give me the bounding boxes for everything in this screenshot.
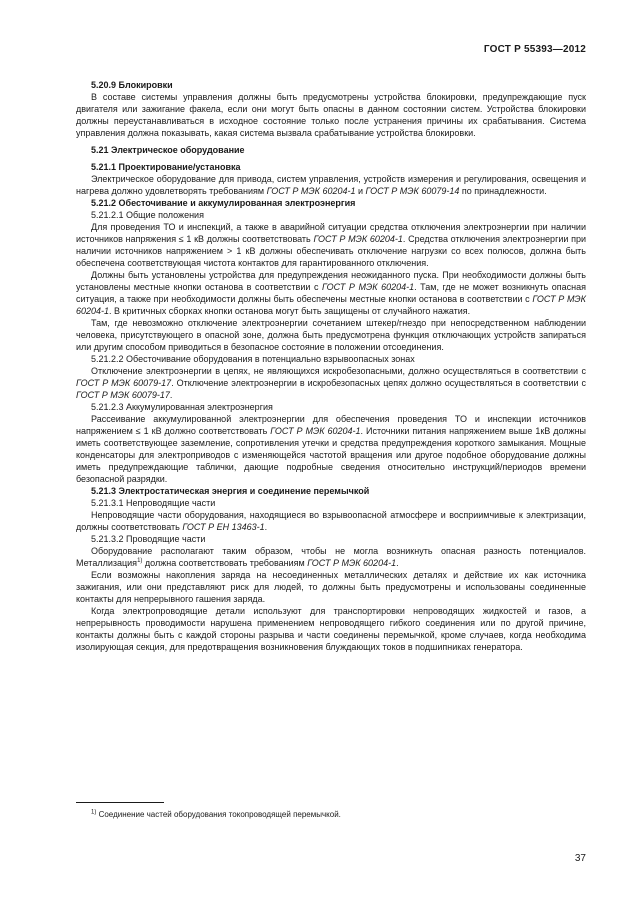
footnote-text: Соединение частей оборудования токопроводящей перемычкой.: [96, 810, 341, 819]
subheading-5-21-2-1: 5.21.2.1 Общие положения: [91, 210, 204, 220]
subheading-5-21-2-2: 5.21.2.2 Обесточивание оборудования в потенциально взрывоопасных зонах: [91, 354, 415, 364]
paragraph: Оборудование располагают таким образом, чтобы не могла возникнуть опасная разность потенциалов. Металлизация$^{1)}$ должна соответствовать требованиям ГОСТ Р МЭК 60204-1.: [76, 546, 586, 568]
standard-reference: ГОСТ Р МЭК 60204-1: [322, 282, 415, 292]
paragraph: Рассеивание аккумулированной электроэнергии для обеспечения проведения ТО и инспекции источников напряжением ≤ 1 кВ должно соответствовать ГОСТ Р МЭК 60204-1. Источники питания напряжением выше 1кВ должны иметь соответствующее заземление, сопротивления утечки и средства предупреждения короткого замыкания. Мощные конденсаторы для электроприводов с изменяющейся частотой вращения или другое подобное оборудование должны иметь предупреждающие таблички, дающие подробные сведения относительно инструкций/периодов времени безопасной разрядки.: [76, 414, 587, 484]
standard-reference: ГОСТ Р МЭК 60204-1: [76, 294, 586, 316]
paragraph: В составе системы управления должны быть предусмотрены устройства блокировки, предупреждающие пуск двигателя или зажигание факела, если они могут быть опасны в данном состоянии систем. Устройства блокировки должны переустанавливаться в исходное состояние только после устранения причины их срабатывания. Система управления должна показывать, какая система вызвала срабатывание устройства блокировки.: [76, 92, 586, 138]
paragraph: Для проведения ТО и инспекций, а также в аварийной ситуации средства отключения электроэнергии при наличии источников напряжения ≤ 1 кВ должны соответствовать ГОСТ Р МЭК 60204-1. Средства отключения электроэнергии при наличии источников напряжением > 1 кВ должны обеспечивать отключение нагрузки со всех полюсов, должна быть обеспечена соответствующая чистота контактов для гарантированного отключения.: [76, 222, 587, 268]
document-body: [76, 79, 586, 653]
paragraph: Когда электропроводящие детали используют для транспортировки непроводящих жидкостей и газов, а непрерывность проводимости нарушена применением непроводящего гибкого соединения или по другой причине, контакты должны быть с каждой стороны разрыва и части соединены перемычкой, кроме случаев, когда необходима изолирующая секция, для предотвращения возникновения блуждающих токов в подшипниках генератора.: [76, 606, 586, 652]
standard-reference: ГОСТ Р МЭК 60204-1: [266, 186, 356, 196]
heading-5-21-3: 5.21.3 Электростатическая энергия и соединение перемычкой: [91, 486, 370, 496]
heading-5-21-2: 5.21.2 Обесточивание и аккумулированная электроэнергия: [91, 198, 356, 208]
standard-reference: ГОСТ Р МЭК 60204-1: [313, 234, 403, 244]
footnote-divider: [76, 802, 164, 803]
heading-5-20-9: 5.20.9 Блокировки: [91, 80, 173, 90]
heading-5-21-1: 5.21.1 Проектирование/установка: [91, 162, 241, 172]
footnote-mark: 1): [91, 809, 97, 816]
standard-reference: ГОСТ Р МЭК 60204-1: [270, 426, 361, 436]
standard-reference: ГОСТ Р МЭК 60079-17: [76, 390, 170, 400]
paragraph: Электрическое оборудование для привода, систем управления, устройств измерения и регулирования, освещения и нагрева должно удовлетворять требованиям ГОСТ Р МЭК 60204-1 и ГОСТ Р МЭК 60079-14 по принадлежности.: [76, 174, 586, 196]
standard-reference: ГОСТ Р ЕН 13463-1: [182, 522, 265, 532]
standard-reference: ГОСТ Р МЭК 60079-14: [365, 186, 460, 196]
paragraph: Непроводящие части оборудования, находящиеся во взрывоопасной атмосфере и восприимчивые к электризации, должны соответствовать ГОСТ Р ЕН 13463-1.: [76, 510, 586, 532]
footnote-marker: 1): [137, 558, 143, 564]
paragraph: Если возможны накопления заряда на несоединенных металлических деталях и действие их как источника зажигания, или они представляют риск для людей, то должны быть предусмотрены и использованы соединенные контакты для непрерывного гашения заряда.: [76, 570, 586, 604]
subheading-5-21-3-2: 5.21.3.2 Проводящие части: [91, 534, 206, 544]
heading-5-21: 5.21 Электрическое оборудование: [91, 145, 245, 155]
paragraph: Там, где невозможно отключение электроэнергии сочетанием штекер/гнездо при непосредственном наблюдении человека, присутствующего в опасной зоне, должна быть предусмотрена функция отключающих устройств запираться или другим способом приводиться в безопасное состояние в положении отсоединения.: [76, 318, 586, 352]
footnote: [91, 810, 571, 820]
paragraph: Должны быть установлены устройства для предупреждения неожиданного пуска. При необходимости должны быть установлены местные кнопки останова в соответствии с ГОСТ Р МЭК 60204-1. Там, где не может возникнуть опасная ситуация, а также при необходимости должны быть обеспечены местные кнопки останова в соответствии с ГОСТ Р МЭК 60204-1. В критичных сборках кнопки останова могут быть защищены от случайного нажатия.: [76, 270, 587, 316]
subheading-5-21-3-1: 5.21.3.1 Непроводящие части: [91, 498, 216, 508]
subheading-5-21-2-3: 5.21.2.3 Аккумулированная электроэнергия: [91, 402, 273, 412]
page-number: 37: [574, 853, 586, 864]
paragraph: Отключение электроэнергии в цепях, не являющихся искробезопасными, должно осуществляться в соответствии с ГОСТ Р МЭК 60079-17. Отключение электроэнергии в искробезопасных цепях должно осуществляться в соответствии с ГОСТ Р МЭК 60079-17.: [76, 366, 586, 400]
standard-reference: ГОСТ Р МЭК 60079-17: [76, 378, 172, 388]
document-id-header: ГОСТ Р 55393—2012: [483, 44, 586, 55]
standard-reference: ГОСТ Р МЭК 60204-1: [307, 558, 397, 568]
